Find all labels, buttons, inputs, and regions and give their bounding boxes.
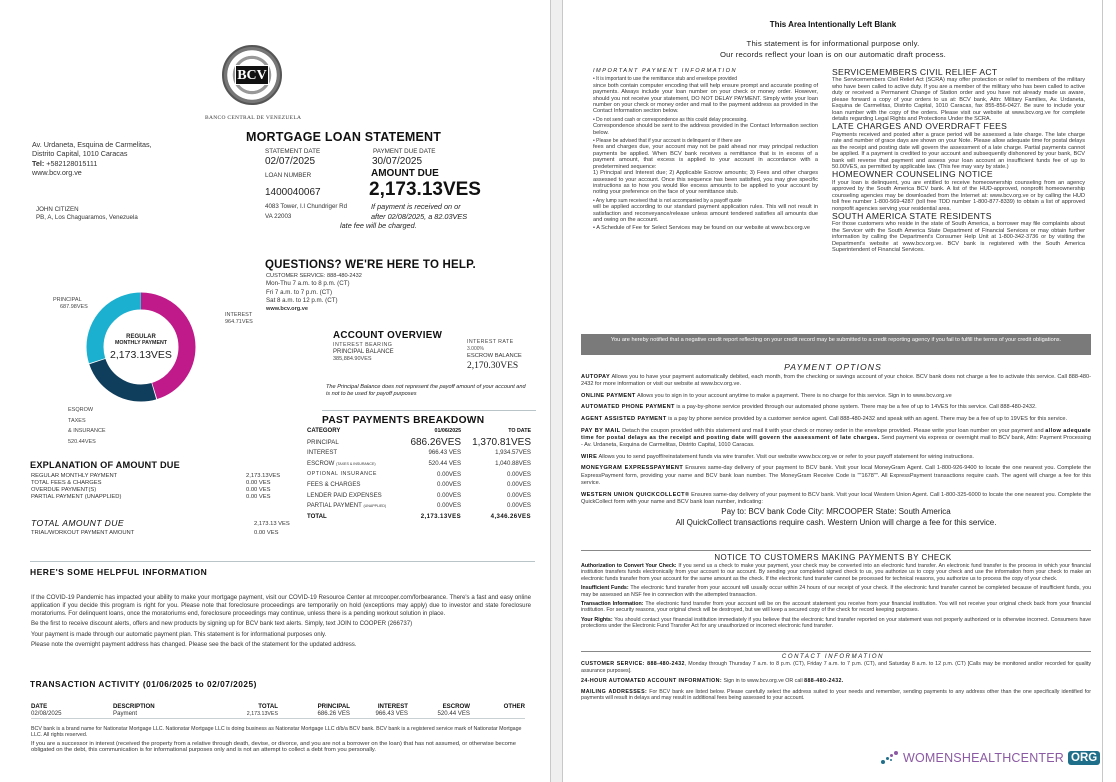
legal-footer: BCV bank is a brand name for Nationstar Mortgage LLC. Nationstar Mortgage LLC is doing business as Nationstar Mortgage LLC d/b/a BCV bank. BCV bank is a registered service mark of Nationstar Mortgage LLC. All rights reserved. If you are a successor in interest (received the property from a relative through death, devise, or divorce, and you are not a borrower on the loan) that has not assumed, or otherwise become obligated on the debt, this communication is for informational purposes only and is not an attempt to collect a debt from you personally. (31, 726, 522, 754)
important-payment-info: IMPORTANT PAYMENT INFORMATION • It is important to use the remittance stub and envelope provided since both contain computer encoding that will help ensure prompt and accurate posting of payments. Always include your loan number on your check or money order. However, should you not receive your statement, DO NOT DELAY PAYMENT. Simply write your loan number on your check or money order and mail to the payment address as provided in the Contact Information section below. • Do not send cash or correspondence as this could delay processing. Correspondence should be sent to the address provided in the Contact Information section below. • Please be advised that if your account is delinquent or if there are fees and charges due, your account may not be paid ahead nor may principal reduction payments be applied. When BCV bank receives a remittance that is in excess of a payment amount, that excess is applied to your account in accordance with a predetermined sequence: 1) Principal and Interest due; 2) Applicable Escrow amounts; 3) Fees and other charges assessed to your account. Once this sequence has been satisfied, you may give specific instructions as to how you would like excess amounts to be applied to your account by noting your preference on the face of your remittance stub. • Any lump sum received that is not accompanied by a payoff quote will be applied according to our standard payment application rules. This will not result in satisfaction and reconveyance/release unless amount tendered satisfies all amounts due and owing on the account. • A Schedule of Fee for Select Services may be found on our website at www.bcv.org.ve (593, 68, 818, 232)
statement-date-label: STATEMENT DATE (265, 148, 321, 155)
statement-date: 02/07/2025 (265, 156, 316, 167)
check-notice-title: NOTICE TO CUSTOMERS MAKING PAYMENTS BY CHECK (714, 553, 952, 562)
scra-title: SERVICEMEMBERS CIVIL RELIEF ACT (832, 67, 998, 77)
late-fee-notice: If payment is received on or after 02/08/2025, a 82.03VES late fee will be charged. (340, 202, 468, 230)
watermark-logo: WOMENSHEALTHCENTER ORG (881, 750, 1100, 766)
helpful-info-title: HERE'S SOME HELPFUL INFORMATION (30, 567, 208, 577)
table-row: LENDER PAID EXPENSES 0.00VES 0.00VES (307, 491, 531, 499)
option-western-union: WESTERN UNION QUICKCOLLECT® Ensures same-day delivery of your payment to BCV bank. Visit your local Western Union Agent. Call 1-800-325-6000 to locate the one nearest you. Complete the QuickCollect form with your name and BCV bank loan number, indicating: (581, 491, 1091, 505)
contact-info-title: CONTACT INFORMATION (781, 654, 885, 660)
loan-number: 1400040067 (265, 187, 321, 198)
blank-area-title: This Area Intentionally Left Blank (769, 20, 897, 29)
transaction-activity-title: TRANSACTION ACTIVITY (01/06/2025 to 02/07/2025) (30, 679, 257, 689)
credit-report-notice: You are hereby notified that a negative credit report reflecting on your credit record may be submitted to a credit reporting agency if you fail to fulfill the terms of your credit obligations. (581, 334, 1091, 355)
payment-due-date-label: PAYMENT DUE DATE (373, 148, 436, 155)
option-online: ONLINE PAYMENT Allows you to sign in to your account anytime to make a payment. There is no charge for this service. Sign in to www.bcv.org.ve (581, 392, 952, 399)
sender-phone: +582128015111 (46, 158, 98, 168)
donut-center: REGULAR MONTHLY PAYMENT 2,173.13VES (110, 333, 172, 361)
amount-due-label: AMOUNT DUE (371, 168, 439, 179)
bcv-logo (222, 45, 282, 105)
table-row: REGULAR MONTHLY PAYMENT 2,173.13VES (31, 472, 281, 479)
table-row: PRINCIPAL 686.26VES 1,370.81VES (307, 436, 531, 448)
table-row: 02/08/2025 Payment 2,173.13VES 686.26 VES 966.43 VES 520.44 VES (31, 710, 525, 718)
donut-label-interest: INTEREST 964.71VES (225, 312, 253, 325)
principal-balance-disclaimer: The Principal Balance does not represent the payoff amount of your account and is not to be used for payoff purposes (326, 384, 526, 397)
sender-website: www.bcv.org.ve (32, 168, 82, 178)
payment-due-date: 30/07/2025 (372, 156, 423, 167)
counseling-title: HOMEOWNER COUNSELING NOTICE (832, 169, 993, 180)
amount-due: 2,173.13VES (369, 179, 481, 200)
questions-title: QUESTIONS? WE'RE HERE TO HELP. (265, 259, 476, 271)
donut-center-amount: 2,173.13VES (110, 348, 172, 361)
property-address: 4083 Tower, I.I Chundriger Rd VA 22003 (265, 203, 348, 220)
late-charges-title: LATE CHARGES AND OVERDRAFT FEES (832, 121, 1008, 132)
payment-options-title: PAYMENT OPTIONS (784, 362, 882, 372)
option-wire: WIRE Allows you to send payoff/reinstatement funds via wire transfer. Visit our website www.bcv.org.ve or refer to your payoff statement for wiring instructions. (581, 453, 974, 460)
customer-address: JOHN CITIZEN PB, A, Los Chaguaramos, Venezuela (36, 206, 138, 222)
loan-number-label: LOAN NUMBER (265, 172, 312, 179)
questions-website: www.bcv.org.ve (266, 306, 308, 313)
statement-title: MORTGAGE LOAN STATEMENT (246, 130, 442, 144)
western-union-payto: Pay to: BCV bank Code City: MRCOOPER State: South America (721, 507, 951, 517)
option-phone: AUTOMATED PHONE PAYMENT is a pay-by-phone service provided through our automated phone system. There may be a fee of up to 14VES for this service. Call 888-480-2432. (581, 404, 1037, 411)
option-moneygram: MONEYGRAM EXPRESSPAYMENT Ensures same-day delivery of your payment to BCV bank. Visit your local MoneyGram Agent. Call 1-800-926-9400 to locate the one nearest you. Complete the ExpressPayment form, providing your name and BCV bank loan number. The MoneyGram Receive Code is ""1678"". All ExpressPayment transactions require cash. The agent will charge a fee for this service. (581, 465, 1091, 487)
check-notice: Authorization to Convert Your Check: If you send us a check to make your payment, your check may be converted into an electronic fund transfer. An electronic fund transfer is the process in which your financial institution transfers funds electronically from your account to our account. By sending your completed signed check to us, you authorize us to copy your check and use the information from your check to make an electronic funds transfer from your account for the same amount as the check. If the electronic fund transfer cannot be processed for technical reasons, you authorize us to process the copy of your check. Insufficient Funds: The electronic fund transfer from your account will usually occur within 24 hours of our receipt of your check. If the electronic fund transfer cannot be completed because of insufficient funds, you may be assessed an NSF fee in connection with the attempted transaction. Transaction Information: The electronic fund transfer from your account will be on the account statement you receive from your financial institution. You will not receive your original check back from your financial institution. For security reasons, your original check will be destroyed, but we will keep a secured copy of the check for record keeping purposes. Your Rights: You should contact your financial institution immediately if you believe that the electronic fund transfer reported on your statement was not properly authorized or is otherwise incorrect. Consumers have protections under the Electronic Fund Transfer Act for any unauthorized or incorrect electronic fund transfer. (581, 563, 1092, 630)
past-payments-title: PAST PAYMENTS BREAKDOWN (322, 415, 485, 426)
escrow-balance: 2,170.30VES (467, 361, 519, 371)
table-row: PARTIAL PAYMENT (UNAPPLIED) 0.00 VES (31, 493, 271, 500)
account-overview-title: ACCOUNT OVERVIEW (333, 330, 443, 341)
table-total-row: TOTAL 2,173.13VES 4,346.26VES (307, 512, 531, 520)
contact-info: CUSTOMER SERVICE: 888-480-2432, Monday through Thursday 7 a.m. to 8 p.m. (CT), Friday 7 a.m. to 7 p.m. (CT), and Saturday 8 a.m. to 12 p.m. (CT) [Calls may be monitored and/or recorded for quality assurance purposes]. 24-HOUR AUTOMATED ACCOUNT INFORMATION: Sign in to www.bcv.org.ve OR call 888-480-2432. MAILING ADDRESSES: For BCV bank are listed below. Please carefully select the address suited to your needs and remember, sending payments to any address other than the one specifically identified for payments will result in delays and may result in additional fees being assessed to your account. (581, 661, 1091, 701)
table-row: TOTAL FEES & CHARGES 0.00 VES (31, 479, 271, 486)
transaction-table (31, 702, 525, 719)
helpful-info-body: If the COVID-19 Pandemic has impacted your ability to make your mortgage payment, visit our COVID-19 Resource Center at mrcooper.com/forbearance. There's a fast and easy online application if you decide this program is right for you. Please note that foreclosure proceedings are temporarily on hold (exceptions may apply) due to investor and state foreclosure moratoriums. For delinquent loans, once the moratoriums end, foreclosure proceedings may continue, unless there is a pending workout solution in place. Be the first to receive discount alerts, offers and new products by signing up for BCV bank text alerts. Simply, text JOIN to COOPER (266737) Your payment is made through our automatic payment plan. This statement is for informational purposes only. Please note the overnight payment address has changed. Please see the back of the statement for the updated address. (31, 594, 531, 649)
divider (30, 561, 535, 562)
principal-balance: 385,884.90VES (333, 356, 372, 362)
donut-label-principal: PRINCIPAL 687.98VES (53, 297, 88, 310)
total-amount-due: 2,173.13 VES (254, 521, 290, 527)
questions-contact: CUSTOMER SERVICE: 888-480-2432 Mon-Thu 7 a.m. to 8 p.m. (CT) Fri 7 a.m. to 7 p.m. (CT) Sat 8 a.m. to 12 p.m. (CT) www.bcv.org.ve (266, 273, 362, 313)
legal-notices-column: SERVICEMEMBERS CIVIL RELIEF ACT The Servicemembers Civil Relief Act (SCRA) may offer protection or relief to members of the military who have been called to active duty. If you are a member of the military who has been called to active duty or received a Permanent Change of Station order and you have not already made us aware, please forward a copy of your orders to us at: BCV bank, Attn: Military Families, Av. Urdaneta, Esquina de Carmelitas, Distrito Capital, 1010 Caracas, fax 855-856-0427. Be sure to include your loan number with the copy of the orders. Please visit our website at www.bcv.org.ve for complete details regarding Legal Rights and Protections Under the SCRA. LATE CHARGES AND OVERDRAFT FEES Payments received and posted after a grace period will be assessed a late charge. The late charge rate and number of grace days are shown on your Note. Please allow adequate time for postal delays as the receipt and posting date will govern the assessment of a late charge. Partial payments cannot be applied. If a payment is credited to your account and subsequently dishonored by your bank, BCV bank will reverse that payment and assess your loan account an insufficient funds fee of up to 50.00VES, as permitted by applicable law. (This fee may vary by state.) HOMEOWNER COUNSELING NOTICE If your loan is delinquent, you are entitled to receive homeownership counseling from an agency approved by the South America BCV bank. A list of the HUD-approved, nonprofit homeownership counseling agencies may be downloaded from the Internet at: www.bcv.org.ve or by calling the HUD toll free number 1-800-569-4287 (toll free TDD number 1-800-877-8339) to obtain a list of approved nonprofit agencies serving your residential area. SOUTH AMERICA STATE RESIDENTS For those customers who reside in the state of South America, a borrower may file complaints about the Servicer with the South America State Department of Financial Services or may obtain further information by calling the Department's Consumer Help Unit at 1-800-342-3736 or by visiting the Department's website at www.bcv.org.ve. BCV bank is registered with the South America Superintendent of Financial Services. (832, 67, 1085, 254)
total-amount-due-label: TOTAL AMOUNT DUE (31, 518, 124, 528)
informational-notice: This statement is for informational purpose only. Our records reflect your loan is on our automatic draft process. (719, 39, 946, 59)
sender-address: Av. Urdaneta, Esquina de Carmelitas, Distrito Capital, 1010 Caracas Tel: +582128015111 www.bcv.org.ve (32, 140, 152, 178)
table-header: CATEGORY 01/06/2025 TO DATE (307, 428, 531, 435)
statement-page-back (563, 0, 1103, 782)
table-row: OVERDUE PAYMENT(S) 0.00 VES (31, 486, 271, 493)
explanation-table (31, 472, 286, 500)
option-agent: AGENT ASSISTED PAYMENT is a pay by phone service provided by a customer service agent. Call 888-480-2432 and speak with an agent. There may be a fee of up to 19VES for this service. (581, 416, 1068, 423)
table-row: ESCROW (TAXES & INSURANCE) 520.44 VES 1,040.88VES (307, 459, 531, 467)
explanation-title: EXPLANATION OF AMOUNT DUE (30, 460, 180, 470)
bank-name: BANCO CENTRAL DE VENEZUELA (205, 115, 302, 121)
trial-payment-amount: 0.00 VES (254, 530, 279, 536)
customer-name: JOHN CITIZEN (36, 206, 79, 213)
table-header: DATE DESCRIPTION TOTAL PRINCIPAL INTEREST ESCROW OTHER (31, 702, 525, 710)
table-row: FEES & CHARGES 0.00VES 0.00VES (307, 481, 531, 489)
customer-service-phone: CUSTOMER SERVICE: 888-480-2432 (266, 273, 362, 279)
divider (581, 651, 1091, 652)
payment-options: AUTOPAY Allows you to have your payment automatically debited, each month, from the checking or savings account of your choice. BCV bank does not charge a fee to activate this service. Call 888-480-2432 for more information or visit our website at www.bcv.org.ve. ONLINE PAYMENT Allows you to sign in to your account anytime to make a payment. There is no charge for this service. Sign in to www.bcv.org.ve AUTOMATED PHONE PAYMENT is a pay-by-phone service provided through our automated phone system. There may be a fee of up to 14VES for this service. Call 888-480-2432. AGENT ASSISTED PAYMENT is a pay by phone service provided by a customer service agent. Call 888-480-2432 and speak with an agent. There may be a fee of up to 19VES for this service. PAY BY MAIL Detach the coupon provided with this statement and mail it with your check or money order in the envelope provided. Please write your loan number on your payment and allow adequate time for postal delays as the receipt and posting date will govern the assessment of late charges. Send payment via express or overnight mail to BCV bank, Attn: Payment Processing - Av. Urdaneta, Esquina de Carmelitas, Distrito Capital, 1010 Caracas. WIRE Allows you to send payoff/reinstatement funds via wire transfer. Visit our website www.bcv.org.ve or refer to your payoff statement for wiring instructions. MONEYGRAM EXPRESSPAYMENT Ensures same-day delivery of your payment to BCV bank. Visit your local MoneyGram Agent. Call 1-800-926-9400 to locate the one nearest you. Complete the ExpressPayment form, providing your name and BCV bank loan number. The MoneyGram Receive Code is ""1678"". All ExpressPayment transactions require cash. The agent will charge a fee for this service. WESTERN UNION QUICKCOLLECT® Ensures same-day delivery of your payment to BCV bank. Visit your local Western Union Agent. Call 1-800-325-6000 to locate the one nearest you. Complete the QuickCollect form with your name and BCV bank loan number, indicating: Pay to: BCV bank Code City: MRCOOPER State: South America All QuickCollect transactions require cash. Western Union will charge a fee for this service. (581, 374, 1091, 527)
option-autopay: AUTOPAY Allows you to have your payment automatically debited, each month, from the checking or savings account of your choice. BCV bank does not charge a fee to activate this service. Call 888-480-2432 for more information or visit our website at www.bcv.org.ve. (581, 374, 1091, 388)
page-gutter (550, 0, 563, 782)
divider (322, 410, 536, 411)
option-mail: PAY BY MAIL Detach the coupon provided with this statement and mail it with your check or money order in the envelope provided. Please write your loan number on your payment and allow adequate time for postal delays as the receipt and posting date will govern the assessment of late charges. Send payment via express or overnight mail to BCV bank, Attn: Payment Processing - Av. Urdaneta, Esquina de Carmelitas, Distrito Capital, 1010 Caracas. (581, 427, 1091, 449)
dots-icon (881, 750, 901, 766)
statement-page-front: BCV BANCO CENTRAL DE VENEZUELA Av. Urdaneta, Esquina de Carmelitas, Distrito Capital, 1010 Caracas Tel: +582128015111 www.bcv.org.ve JOHN CITIZEN PB, A, Los Chaguaramos, Venezuela MORTGAGE LOAN STATEMENT STATEMENT DATE 02/07/2025 PAYMENT DUE DATE 30/07/2025 LOAN NUMBER AMOUNT DUE 1400040067 2,173.13VES 4083 Tower, I.I Chundriger Rd VA 22003 If payment is received on or after 02/08/2025, a 82.03VES late fee will be charged. QUESTIONS? WE'RE HERE TO HELP. CUSTOMER SERVICE: 888-480-2432 Mon-Thu 7 a.m. to 8 p.m. (CT) Fri 7 a.m. to 7 p.m. (CT) Sat 8 a.m. to 12 p.m. (CT) www.bcv.org.ve REGULAR MONTHLY PAYMENT 2,173.13VES PRINCIPAL 687.98VES INTEREST 964.71VES ESQROW TAXES & INSURANCE 520.44VES ACCOUNT OVERVIEW INTEREST BEARING PRINCIPAL BALANCE 385,884.90VES INTEREST RATE 3.000% ESCROW BALANCE 2,170.30VES The Principal Balance does not represent the payoff amount of your account and is not to be used for payoff purposes PAST PAYMENTS BREAKDOWN CATEGORY 01/06/2025 TO DATE PRINCIPAL 686.26VES 1,370.81VES INTEREST 966.43 VES 1,934.57VES ESCROW (TAXES & INSURANCE) 520.44 VES 1,040.88VES OPTIONAL INSURANCE 0.00VES 0.00VES FEES & CHARGES 0.00VES 0.00VES LENDER PAID EXPENSES 0.00VES 0.00VES PARTIAL PAYMENT (UNAPPLIED) 0.00VES 0.00VES TOTAL 2,173.13VES 4,346.26VES EXPLANATION OF AMOUNT DUE REGULAR MONTHLY PAYMENT 2,173.13VES TOTAL FEES & CHARGES 0.00 VES OVERDUE PAYMENT(S) 0.00 VES PARTIAL PAYMENT (UNAPPLIED) 0.00 VES TOTAL AMOUNT DUE 2,173.13 VES TRIAL/WORKOUT PAYMENT AMOUNT 0.00 VES HERE'S SOME HELPFUL INFORMATION If the COVID-19 Pandemic has impacted your ability to make your mortgage payment, visit our COVID-19 Resource Center at mrcooper.com/forbearance. There's a fast and easy online application if you decide this program is right for you. Please note that foreclosure proceedings are temporarily on hold (exceptions may apply) due to investor and state foreclosure moratoriums. For delinquent loans, once the moratoriums end, foreclosure proceedings may continue, unless there is a pending workout solution in place. Be the first to receive discount alerts, offers and new products by signing up for BCV bank text alerts. Simply, text JOIN to COOPER (266737) Your payment is made through our automatic payment plan. This statement is for informational purposes only. Please note the overnight payment address has changed. Please see the back of the statement for the updated address. TRANSACTION ACTIVITY (01/06/2025 to 02/07/2025) DATE DESCRIPTION TOTAL PRINCIPAL INTEREST ESCROW OTHER 02/08/2025 Payment 2,173.13VES 686.26 VES 966.43 VES 520.44 VES BCV bank is a brand name for Nationstar Mortgage LLC. Nationstar Mortgage LLC is doing business as Nationstar Mortgage LLC d/b/a BCV bank. BCV bank is a registered service mark of Nationstar Mortgage LLC. All rights reserved. If you are a successor in interest (received the property from a relative through death, devise, or divorce, and you are not a borrower on the loan) that has not assumed, or otherwise become obligated on the debt, this communication is for informational purposes only and is not an attempt to collect a debt from you personally. (0, 0, 550, 782)
table-row: PARTIAL PAYMENT (UNAPPLIED) 0.00VES 0.00VES (307, 502, 531, 510)
divider (581, 550, 1091, 551)
interest-rate: 3.000% (467, 346, 484, 352)
table-row: OPTIONAL INSURANCE 0.00VES 0.00VES (307, 470, 531, 478)
past-payments-table (307, 426, 531, 522)
bcv-logo-text: BCV (235, 65, 269, 85)
table-row: INTEREST 966.43 VES 1,934.57VES (307, 449, 531, 457)
state-residents-title: SOUTH AMERICA STATE RESIDENTS (832, 211, 992, 222)
donut-label-escrow: ESQROW TAXES & INSURANCE 520.44VES (68, 407, 106, 445)
payment-donut-chart (85, 291, 197, 403)
